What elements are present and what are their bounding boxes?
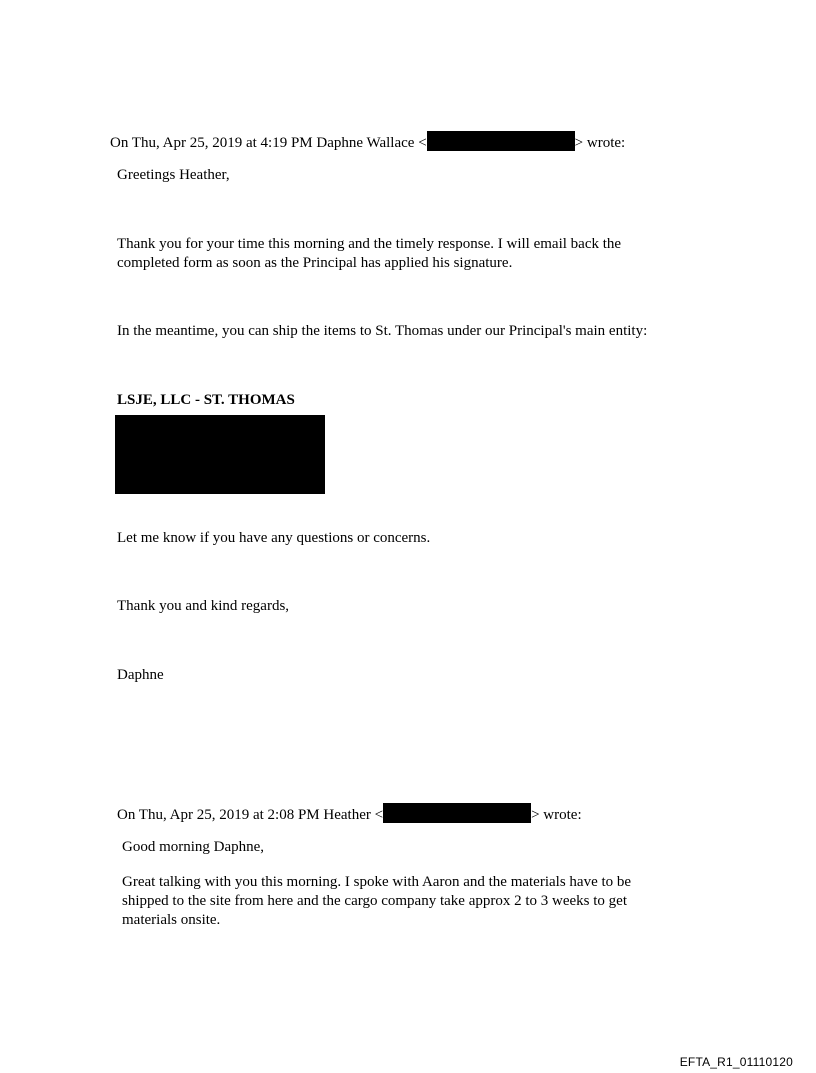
redacted-email-address [427, 131, 575, 151]
redacted-email-address [383, 803, 531, 823]
email2-header [117, 803, 582, 825]
email1-header [110, 131, 625, 153]
redacted-address-block [115, 415, 325, 494]
email1-signature: Daphne [117, 667, 164, 683]
email2-greeting: Good morning Daphne, [122, 839, 265, 855]
email1-paragraph-2: In the meantime, you can ship the items to St. Thomas under our Principal's main entity: [117, 323, 648, 339]
email1-header-prefix: On Thu, Apr 25, 2019 at 4:19 PM Daphne Wallace < [110, 135, 427, 151]
entity-name: LSJE, LLC - ST. THOMAS [117, 392, 295, 408]
email2-header-suffix: > wrote: [531, 807, 582, 823]
email2-header-prefix: On Thu, Apr 25, 2019 at 2:08 PM Heather < [117, 807, 384, 823]
document-id: EFTA_R1_01110120 [679, 1055, 793, 1069]
email1-closing: Thank you and kind regards, [117, 598, 290, 614]
email1-header-suffix: > wrote: [574, 135, 626, 151]
email2-paragraph-1: Great talking with you this morning. I spoke with Aaron and the materials have to be shipped to the site from here and the cargo company take approx 2 to 3 weeks to get materials onsite. [122, 874, 632, 928]
email1-paragraph-1: Thank you for your time this morning and the timely response. I will email back the completed form as soon as the Principal has applied his signature. [117, 236, 622, 271]
email1-paragraph-3: Let me know if you have any questions or concerns. [117, 530, 431, 546]
email1-greeting: Greetings Heather, [117, 167, 230, 183]
